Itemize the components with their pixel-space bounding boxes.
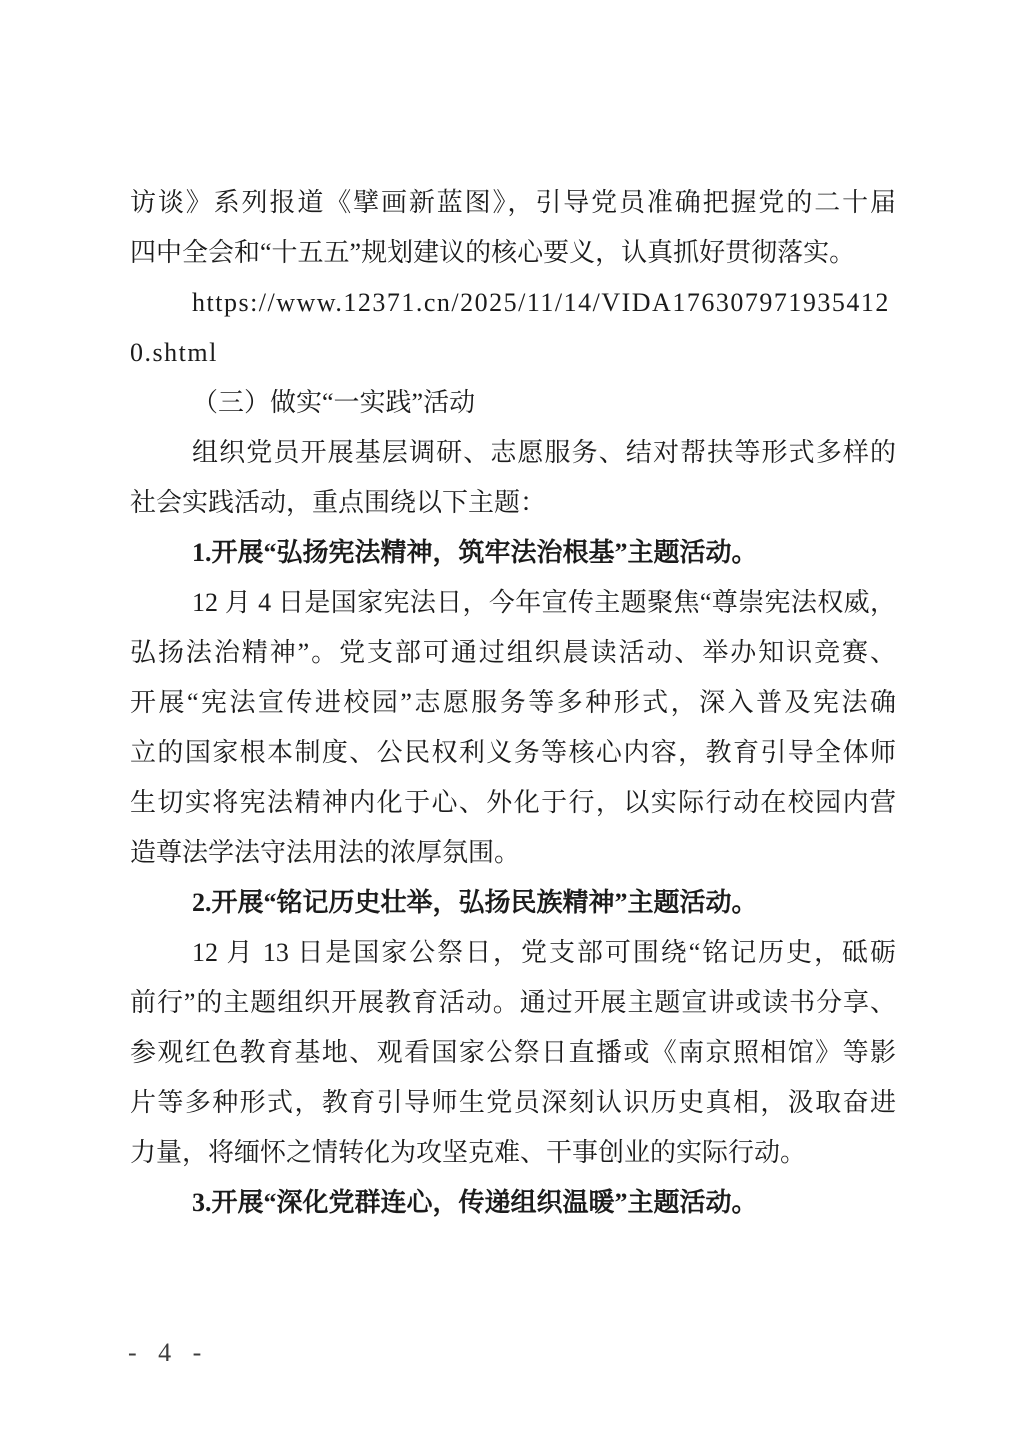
- text-line: 力量，将缅怀之情转化为攻坚克难、干事创业的实际行动。: [130, 1138, 807, 1167]
- numbered-heading: 2.开展“铭记历史壮举，弘扬民族精神”主题活动。: [192, 888, 758, 917]
- text-line: 弘扬法治精神”。党支部可通过组织晨读活动、举办知识竞赛、: [130, 638, 896, 667]
- numbered-heading: 1.开展“弘扬宪法精神，筑牢法治根基”主题活动。: [192, 538, 758, 567]
- url-line: https://www.12371.cn/2025/11/14/VIDA176307971935412: [192, 288, 890, 317]
- numbered-heading: 3.开展“深化党群连心，传递组织温暖”主题活动。: [192, 1188, 758, 1217]
- text-line: 社会实践活动，重点围绕以下主题：: [130, 488, 547, 517]
- text-line: 造尊法学法守法用法的浓厚氛围。: [130, 838, 521, 867]
- page-number: - 4 -: [128, 1338, 205, 1367]
- text-line: 12 月 4 日是国家宪法日，今年宣传主题聚焦“尊崇宪法权威，: [192, 588, 896, 617]
- text-line: 参观红色教育基地、观看国家公祭日直播或《南京照相馆》等影: [130, 1038, 896, 1067]
- section-heading: （三）做实“一实践”活动: [192, 388, 476, 417]
- text-line: 访谈》系列报道《擘画新蓝图》，引导党员准确把握党的二十届: [130, 188, 896, 217]
- text-line: 开展“宪法宣传进校园”志愿服务等多种形式，深入普及宪法确: [130, 688, 896, 717]
- text-line: 四中全会和“十五五”规划建议的核心要义，认真抓好贯彻落实。: [130, 238, 856, 267]
- text-line: 立的国家根本制度、公民权利义务等核心内容，教育引导全体师: [130, 738, 896, 767]
- text-line: 组织党员开展基层调研、志愿服务、结对帮扶等形式多样的: [192, 438, 896, 467]
- text-line: 片等多种形式，教育引导师生党员深刻认识历史真相，汲取奋进: [130, 1088, 896, 1117]
- text-line: 生切实将宪法精神内化于心、外化于行，以实际行动在校园内营: [130, 788, 896, 817]
- text-line: 前行”的主题组织开展教育活动。通过开展主题宣讲或读书分享、: [130, 988, 896, 1017]
- text-line: 12 月 13 日是国家公祭日，党支部可围绕“铭记历史，砥砺: [192, 938, 896, 967]
- text-block: [130, 178, 896, 1228]
- url-line: 0.shtml: [130, 338, 218, 367]
